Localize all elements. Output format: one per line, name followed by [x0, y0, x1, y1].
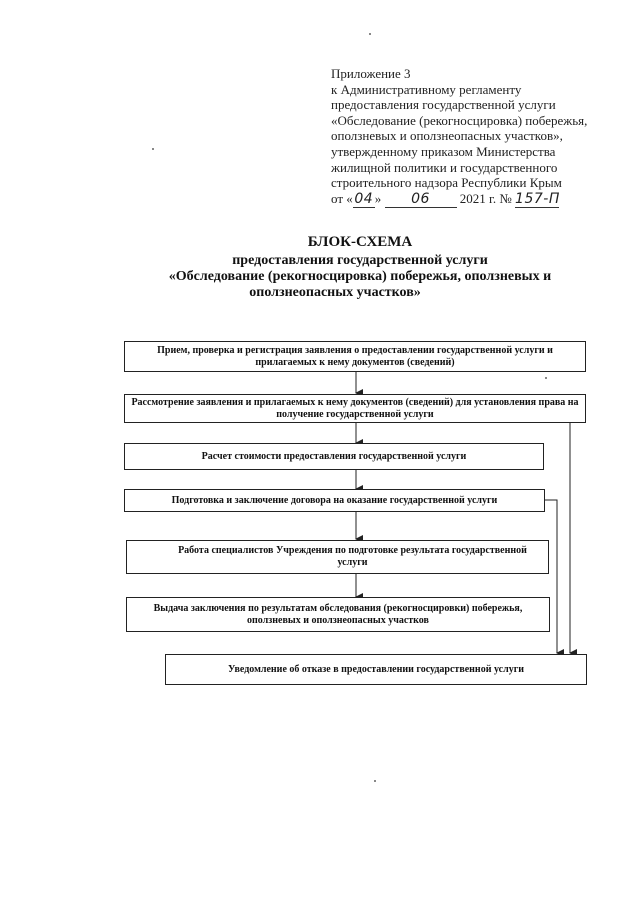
appendix-line: Приложение 3 [331, 66, 411, 81]
appendix-line: к Административному регламенту [331, 81, 522, 97]
step-issue-conclusion: Выдача заключения по результатам обследования (рекогносцировки) побережья, оползневых и оползнеопасных участков [126, 597, 550, 632]
scan-speck [374, 780, 376, 782]
appendix-line: «Обследование (рекогносцировка) побережья, [331, 112, 588, 128]
refusal-arrow-from-step2 [570, 422, 586, 653]
appendix-line: оползневых и оползнеопасных участков», [331, 128, 563, 144]
order-day: 04 [354, 190, 374, 207]
title-heading: БЛОК-СХЕМА [307, 234, 413, 250]
title-service-name-cont: оползнеопасных участков» [249, 285, 421, 300]
appendix-line: жилищной политики и государственного [331, 159, 558, 175]
appendix-line: предоставления государственной услуги [331, 97, 556, 113]
year-text: 2021 г. № [459, 190, 512, 206]
appendix-line: строительного надзора Республики Крым [331, 175, 562, 191]
quote-close: » [374, 190, 382, 206]
step-specialist-work: Работа специалистов Учреждения по подготовке результата государственной услуги [126, 540, 549, 574]
step-refusal-notice: Уведомление об отказе в предоставлении государственной услуги [165, 654, 587, 685]
appendix-line: утвержденному приказом Министерства [331, 143, 556, 159]
order-number: 157-П [515, 190, 560, 207]
step-cost-calculation: Расчет стоимости предоставления государственной услуги [124, 443, 544, 470]
order-month: 06 [385, 192, 457, 209]
title-subheading: предоставления государственной услуги [232, 253, 488, 268]
date-prefix: от « [331, 190, 353, 206]
scan-speck [369, 33, 371, 35]
step-contract: Подготовка и заключение договора на оказание государственной услуги [124, 489, 545, 512]
step-reception: Прием, проверка и регистрация заявления о предоставлении государственной услуги и прилагаемых к нему документов (сведений) [124, 341, 586, 372]
scan-speck [152, 148, 154, 150]
step-review: Рассмотрение заявления и прилагаемых к нему документов (сведений) для установления права на получение государственной услуги [124, 394, 586, 423]
title-service-name: «Обследование (рекогносцировка) побережья, оползневых и [168, 269, 552, 284]
scan-speck [545, 377, 547, 379]
